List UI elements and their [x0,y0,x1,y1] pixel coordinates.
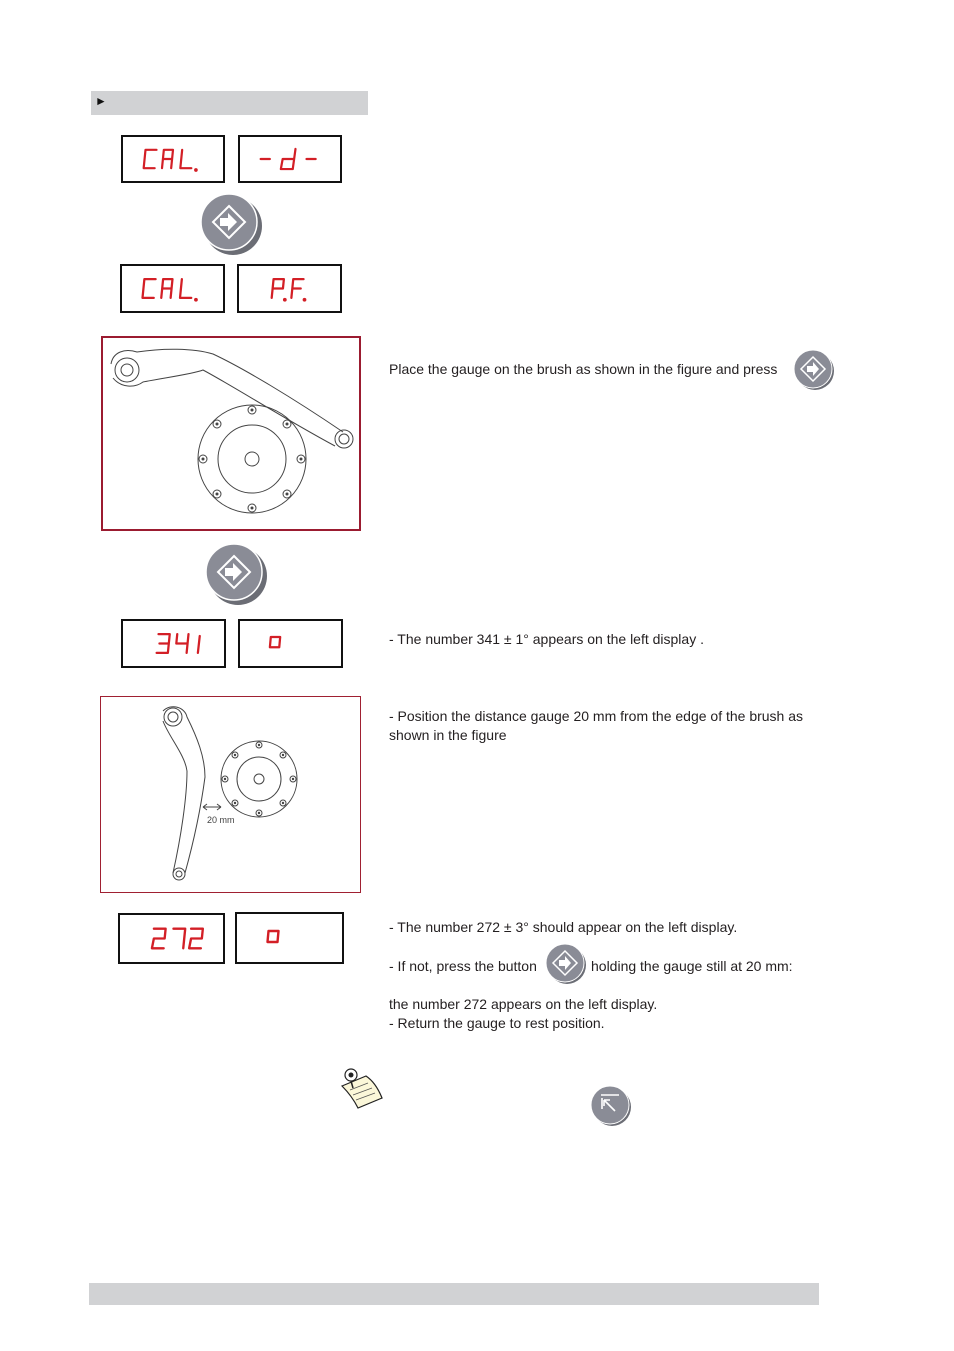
figure-distance-gauge [100,696,361,893]
instruction-place-gauge: Place the gauge on the brush as shown in the figure and press [389,361,778,377]
left-display-341 [121,619,226,668]
instruction-position-line2: shown in the figure [389,727,507,743]
enter-button-inline[interactable] [792,348,836,391]
distance-label: 20 mm [207,815,235,825]
instruction-position-line1: - Position the distance gauge 20 mm from the edge of the brush as [389,708,804,724]
right-display-d [238,135,342,183]
left-display-cal [121,135,225,183]
instruction-if-not-b: holding the gauge still at 20 mm: [591,958,793,974]
exit-button[interactable] [588,1083,634,1127]
instruction-if-not-a: - If not, press the button [389,958,537,974]
section-header-bar [91,91,368,115]
instruction-return-gauge: - Return the gauge to rest position. [389,1015,605,1031]
left-display-cal-2 [120,264,225,313]
note-pin-icon [336,1066,386,1110]
section-marker: ► [95,94,107,108]
footer-bar [89,1283,819,1305]
right-display-0 [238,619,343,668]
instruction-number-272: - The number 272 ± 3° should appear on the left display. [389,919,738,935]
instruction-appears-272: the number 272 appears on the left display. [389,996,658,1012]
figure-gauge-on-brush [101,336,361,531]
right-display-pf [237,264,342,313]
instruction-number-341: - The number 341 ± 1° appears on the left display . [389,631,704,647]
enter-button-2[interactable] [204,543,270,605]
left-display-272 [118,913,225,964]
enter-button[interactable] [199,193,265,255]
enter-button-inline-2[interactable] [544,942,588,985]
right-display-0-2 [235,912,344,964]
